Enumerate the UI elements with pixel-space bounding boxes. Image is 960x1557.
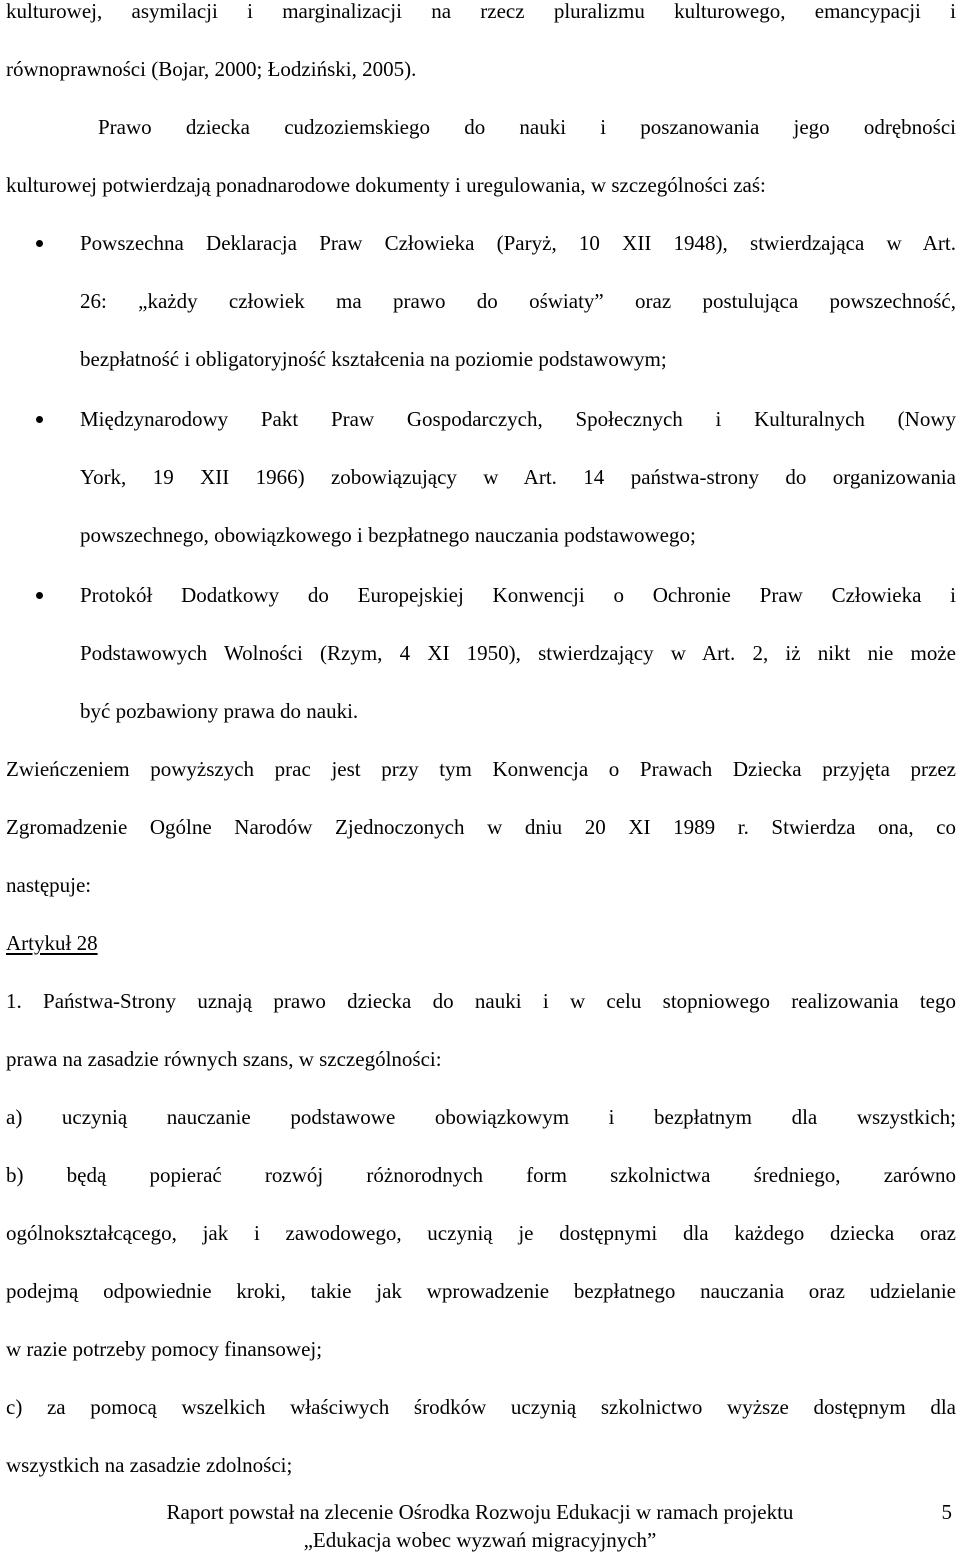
article-line: ogólnokształcącego, jak i zawodowego, uczynią je dostępnymi dla każdego dziecka oraz: [6, 1221, 956, 1245]
paragraph-line: równoprawności (Bojar, 2000; Łodziński, 2005).: [6, 57, 417, 81]
bullet-dot: [36, 240, 43, 247]
bullet-line: Podstawowych Wolności (Rzym, 4 XI 1950), stwierdzający w Art. 2, iż nikt nie może: [80, 641, 956, 665]
article-line: a) uczynią nauczanie podstawowe obowiązkowym i bezpłatnym dla wszystkich;: [6, 1105, 956, 1129]
article-line: podejmą odpowiednie kroki, takie jak wprowadzenie bezpłatnego nauczania oraz udzielanie: [6, 1279, 956, 1303]
footer-line-1: Raport powstał na zlecenie Ośrodka Rozwoju Edukacji w ramach projektu: [166, 1500, 794, 1524]
footer-line-2: „Edukacja wobec wyzwań migracyjnych”: [303, 1528, 657, 1552]
bullet-line: bezpłatność i obligatoryjność kształcenia na poziomie podstawowym;: [80, 347, 667, 371]
bullet-line: Międzynarodowy Pakt Praw Gospodarczych, Społecznych i Kulturalnych (Nowy: [80, 407, 956, 431]
article-line: 1. Państwa-Strony uznają prawo dziecka do nauki i w celu stopniowego realizowania tego: [6, 989, 956, 1013]
page-number: 5: [941, 1500, 952, 1524]
article-line: prawa na zasadzie równych szans, w szczególności:: [6, 1047, 442, 1071]
paragraph-line: Zwieńczeniem powyższych prac jest przy tym Konwencja o Prawach Dziecka przyjęta przez: [6, 757, 956, 781]
paragraph-line: kulturowej, asymilacji i marginalizacji na rzecz pluralizmu kulturowego, emancypacji i: [6, 0, 956, 23]
bullet-dot: [36, 416, 43, 423]
paragraph-line: Prawo dziecka cudzoziemskiego do nauki i poszanowania jego odrębności: [98, 115, 956, 139]
bullet-line: być pozbawiony prawa do nauki.: [80, 699, 359, 723]
bullet-line: Protokół Dodatkowy do Europejskiej Konwencji o Ochronie Praw Człowieka i: [80, 583, 956, 607]
bullet-line: Powszechna Deklaracja Praw Człowieka (Paryż, 10 XII 1948), stwierdzająca w Art.: [80, 231, 956, 255]
article-line: c) za pomocą wszelkich właściwych środków uczynią szkolnictwo wyższe dostępnym dla: [6, 1395, 956, 1419]
article-line: w razie potrzeby pomocy finansowej;: [6, 1337, 323, 1361]
paragraph-line: następuje:: [6, 873, 92, 897]
paragraph-line: kulturowej potwierdzają ponadnarodowe dokumenty i uregulowania, w szczególności zaś:: [6, 173, 766, 197]
article-line: b) będą popierać rozwój różnorodnych form szkolnictwa średniego, zarówno: [6, 1163, 956, 1187]
bullet-line: powszechnego, obowiązkowego i bezpłatnego nauczania podstawowego;: [80, 523, 696, 547]
bullet-line: 26: „każdy człowiek ma prawo do oświaty” oraz postulująca powszechność,: [80, 289, 956, 313]
bullet-dot: [36, 592, 43, 599]
paragraph-line: Zgromadzenie Ogólne Narodów Zjednoczonych w dniu 20 XI 1989 r. Stwierdza ona, co: [6, 815, 956, 839]
article-line: wszystkich na zasadzie zdolności;: [6, 1453, 293, 1477]
bullet-line: York, 19 XII 1966) zobowiązujący w Art. 14 państwa-strony do organizowania: [80, 465, 956, 489]
article-heading: Artykuł 28: [6, 931, 98, 955]
